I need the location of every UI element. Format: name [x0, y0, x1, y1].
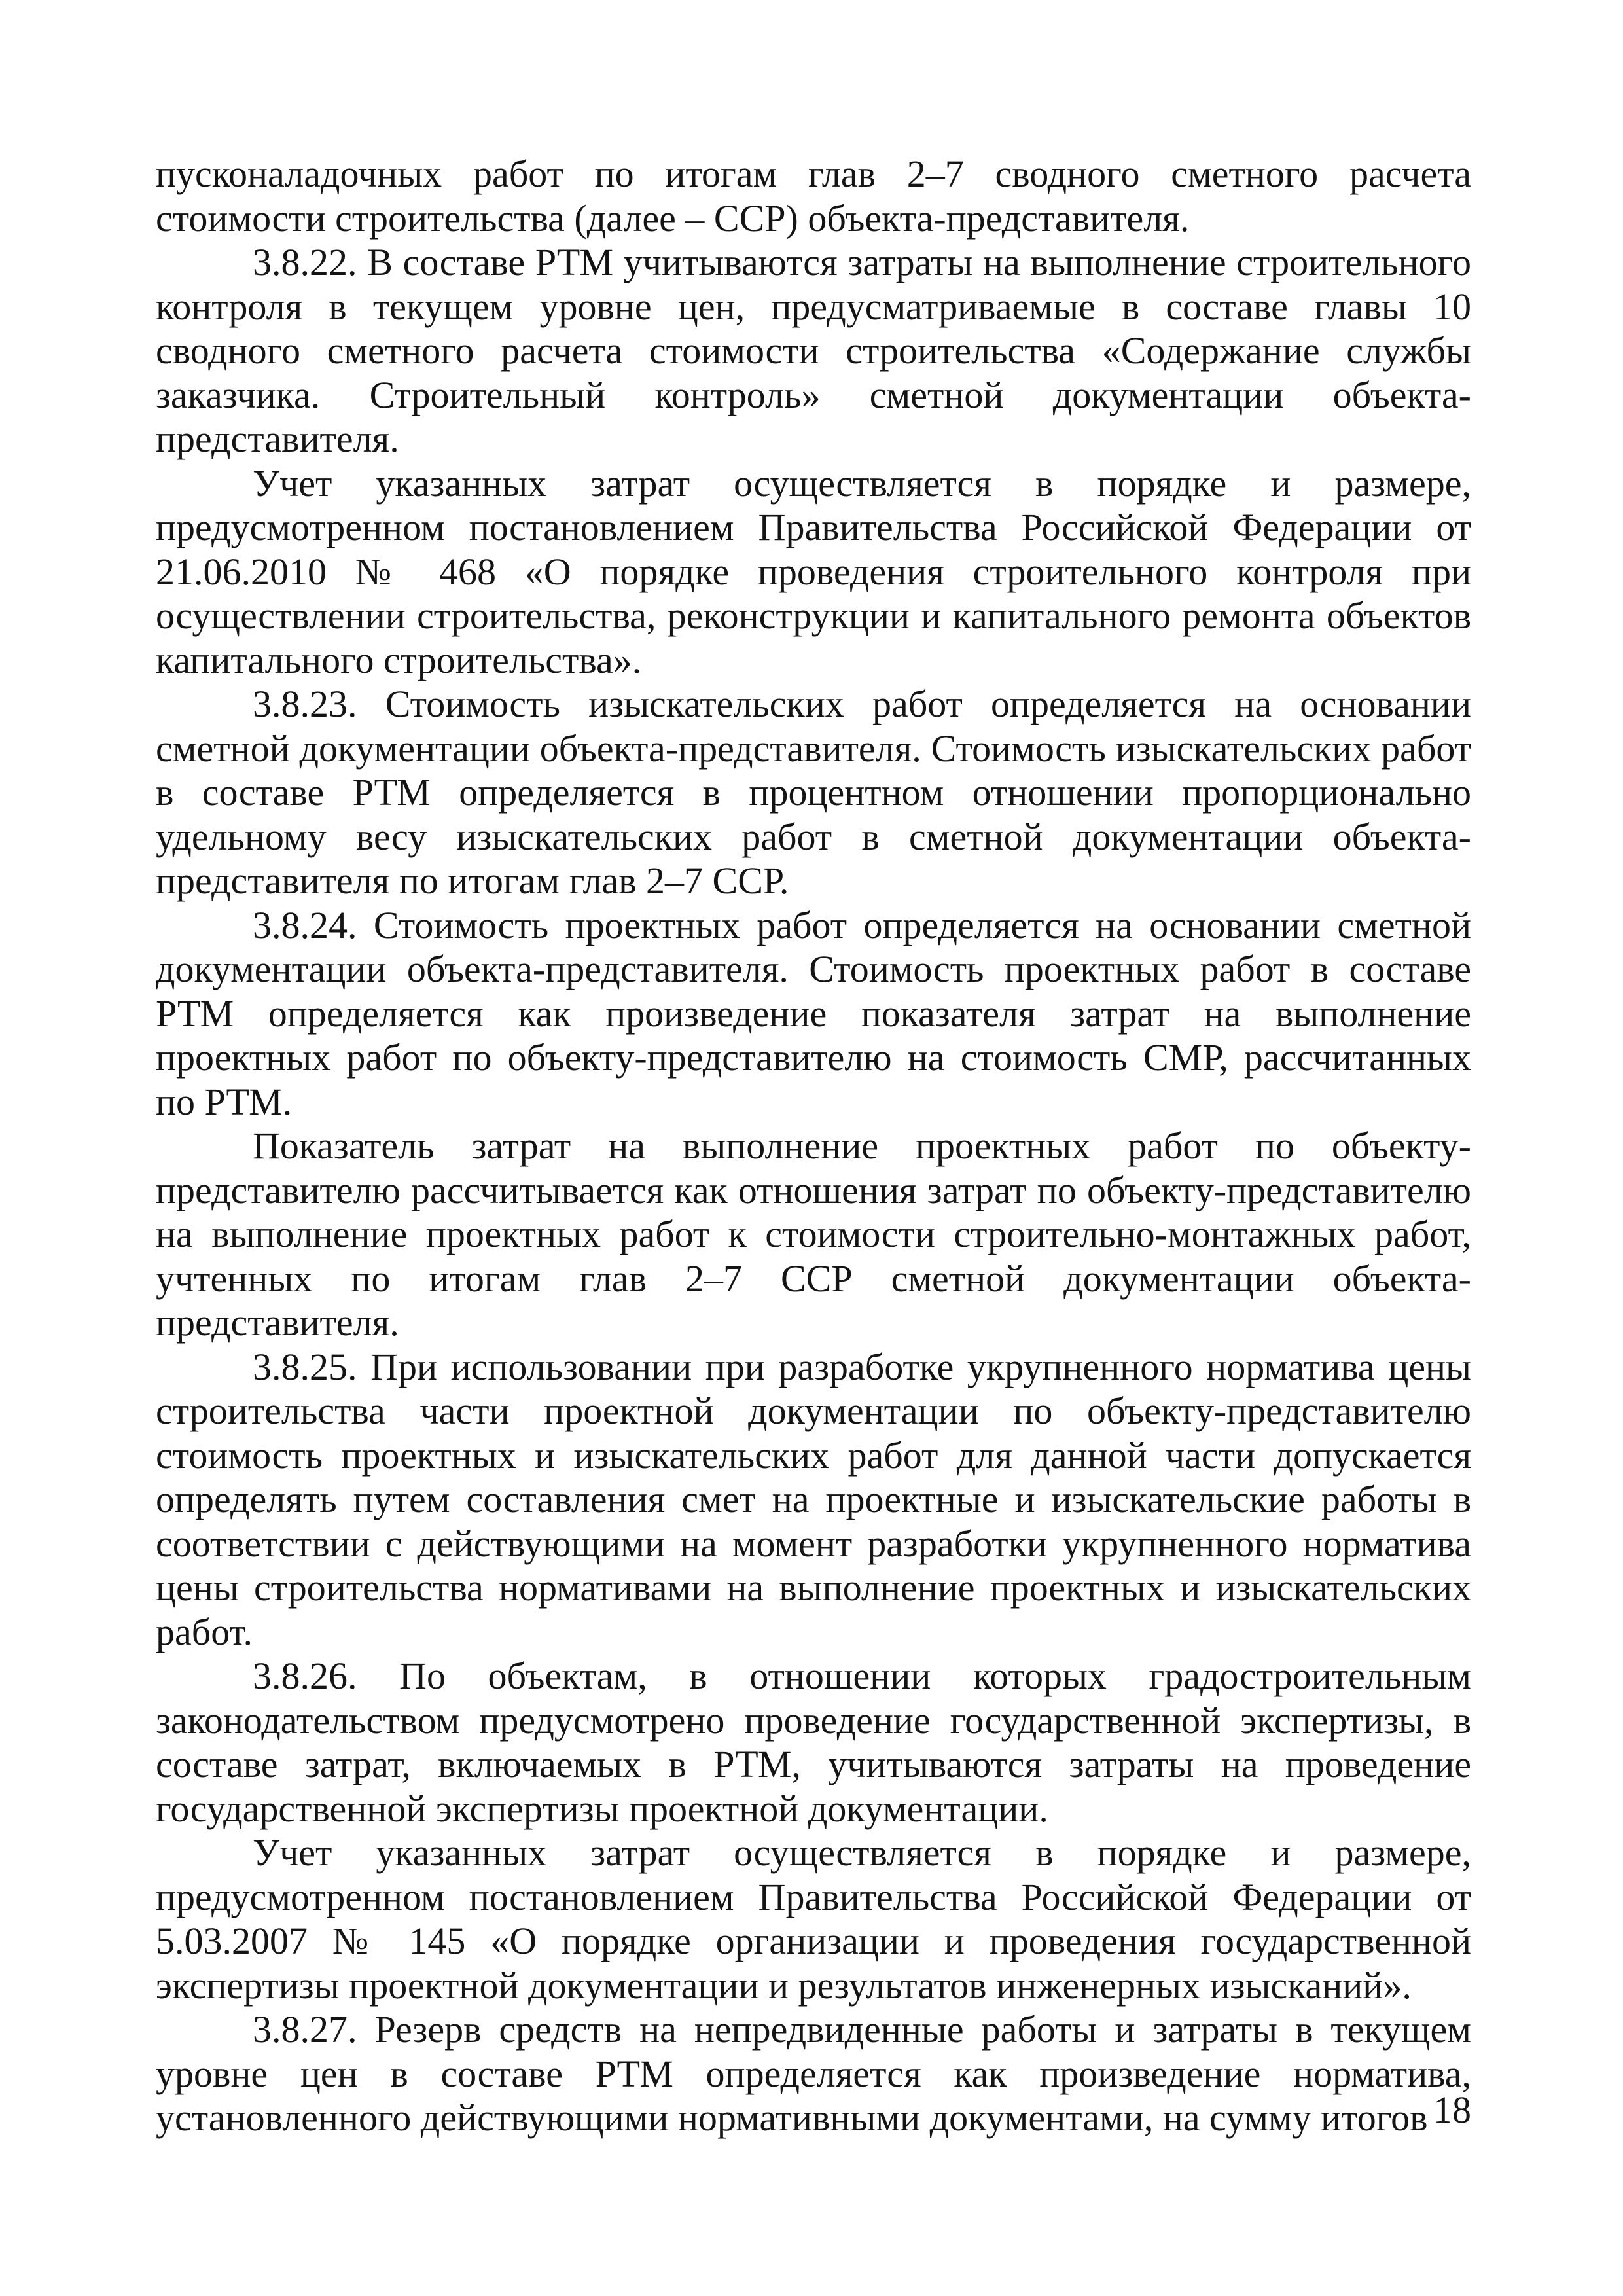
paragraph-3-8-22-note: Учет указанных затрат осуществляется в порядке и размере, предусмотренном постановлением Правительства Российской Федерации от 21.06.2010 № 468 «О порядке проведения строительного контроля при осуществлении строительства, реконструкции и капитального ремонта объектов капитального строительства».: [156, 461, 1471, 681]
paragraph-continuation: пусконаладочных работ по итогам глав 2–7 сводного сметного расчета стоимости строительства (далее – ССР) объекта-представителя.: [156, 152, 1471, 240]
paragraph-3-8-25: 3.8.25. При использовании при разработке укрупненного норматива цены строительства части проектной документации по объекту-представителю стоимость проектных и изыскательских работ для данной части допускается определять путем составления смет на проектные и изыскательские работы в соответствии с действующими на момент разработки укрупненного норматива цены строительства нормативами на выполнение проектных и изыскательских работ.: [156, 1345, 1471, 1653]
paragraph-3-8-24: 3.8.24. Стоимость проектных работ определяется на основании сметной документации объекта-представителя. Стоимость проектных работ в составе РТМ определяется как произведение показателя затрат на выполнение проектных работ по объекту-представителю на стоимость СМР, рассчитанных по РТМ.: [156, 903, 1471, 1123]
page-number: 18: [1433, 2089, 1471, 2131]
paragraph-3-8-26-note: Учет указанных затрат осуществляется в порядке и размере, предусмотренном постановлением Правительства Российской Федерации от 5.03.2007 № 145 «О порядке организации и проведения государственной экспертизы проектной документации и результатов инженерных изысканий».: [156, 1831, 1471, 2007]
paragraph-3-8-27: 3.8.27. Резерв средств на непредвиденные работы и затраты в текущем уровне цен в составе РТМ определяется как произведение норматива, установленного действующими нормативными документами, на сумму итогов: [156, 2008, 1471, 2139]
document-body: [156, 152, 1471, 2140]
paragraph-3-8-26: 3.8.26. По объектам, в отношении которых градостроительным законодательством предусмотрено проведение государственной экспертизы, в составе затрат, включаемых в РТМ, учитываются затраты на проведение государственной экспертизы проектной документации.: [156, 1655, 1471, 1830]
paragraph-3-8-23: 3.8.23. Стоимость изыскательских работ определяется на основании сметной документации объекта-представителя. Стоимость изыскательских работ в составе РТМ определяется в процентном отношении пропорционально удельному весу изыскательских работ в сметной документации объекта-представителя по итогам глав 2–7 ССР.: [156, 683, 1471, 902]
paragraph-3-8-24-note: Показатель затрат на выполнение проектных работ по объекту-представителю рассчитывается как отношения затрат по объекту-представителю на выполнение проектных работ к стоимости строительно-монтажных работ, учтенных по итогам глав 2–7 ССР сметной документации объекта-представителя.: [156, 1124, 1471, 1344]
paragraph-3-8-22: 3.8.22. В составе РТМ учитываются затраты на выполнение строительного контроля в текущем уровне цен, предусматриваемые в составе главы 10 сводного сметного расчета стоимости строительства «Содержание службы заказчика. Строительный контроль» сметной документации объекта-представителя.: [156, 241, 1471, 460]
